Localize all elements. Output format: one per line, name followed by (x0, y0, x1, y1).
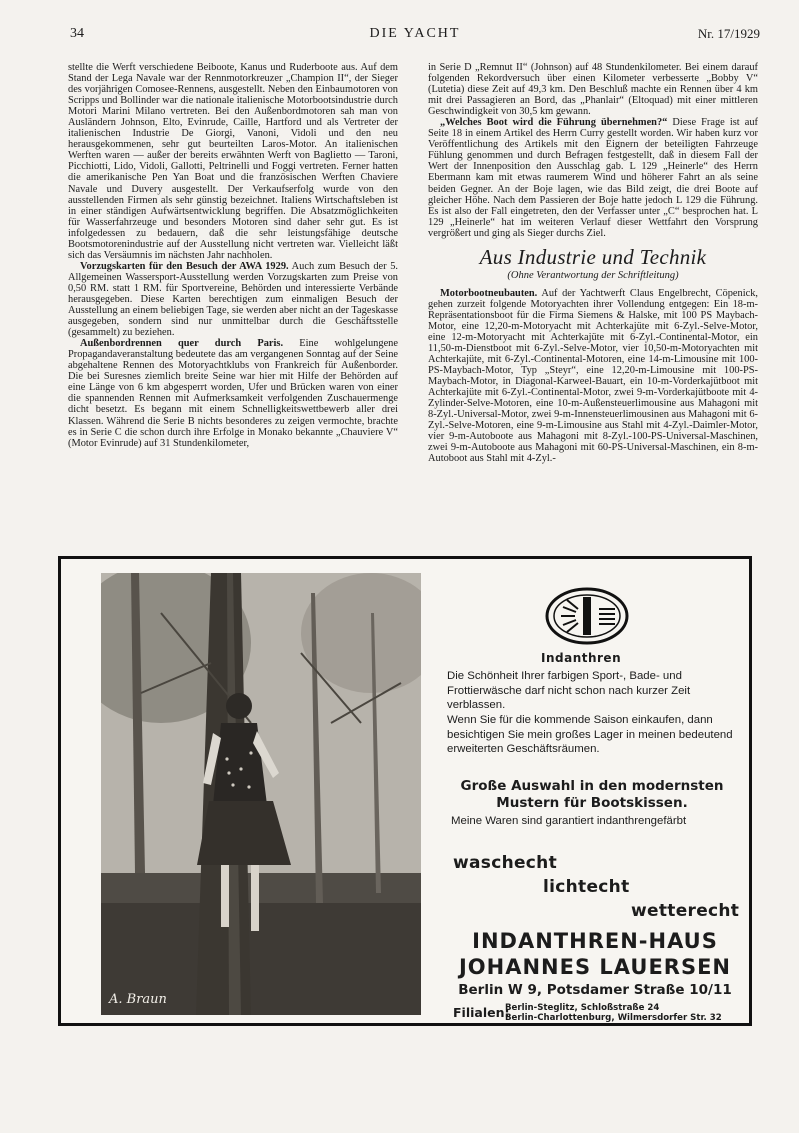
ad-guarantee: Meine Waren sind garantiert indanthrengefärbt (451, 815, 687, 827)
paragraph-race-results: in Serie D „Remnut II“ (Johnson) auf 48 Stundenkilometer. Bei einem darauf folgenden Rekordversuch über einen Kilometer verbesserte „Bobby V“ (Lutetia) diese Zeit auf 49,3 km. Den Beschluß machte ein Rennen über 4 km mit drei Passagieren an Bord, das „Phanlair“ (Eltoquad) mit einer mittleren Geschwindigkeit von 30,5 km gewann. (428, 62, 758, 118)
paragraph-title: Vorzugskarten für den Besuch der AWA 1929. (80, 260, 289, 272)
paragraph-which-boat (428, 117, 758, 239)
shop-name: INDANTHREN-HAUS (472, 929, 718, 953)
paragraph-body: Auf der Yachtwerft Claus Engelbrecht, Cöpenick, gehen zurzeit folgende Motoryachten ihrer Vollendung entgegen: Ein 18-m-Repräsentationsboot für die Firma Siemens & Halske, mit 100 PS Maybach-Motor, eine 12,20-m-Motoryacht mit Achterkajüte mit 6-Zyl.-Selve-Motor, eine 12-m-Motoryacht mit Achterkajüte mit 6-Zyl.-Continental-Motor, ein 11,50-m-Dienstboot mit 6-Zyl.-Selve-Motor, vier 10,50-m-Motoryachten mit Achterkajüte, mit 6-Zyl.-Continental-Motoren, eine 14-m-Limousine mit 100-PS-Maybach-Motor, Typ „Steyr“, eine 12,20-m-Limousine mit 100-PS-Maybach-Motor, in Diagonal-Karweel-Bauart, ein 10-m-Vorderkajütboot mit Achterkajüte mit 6-Zyl.-Continental-Motor, zwei 9-m-Vorderkajütboote mit 4-Zylinder-Selve-Motoren, eine 10-m-Außensteuerlimousine aus Mahagoni mit 8-Zyl.-Universal-Motor, zwei 9-m-Innensteuerlimousinen aus Mahagoni mit 6-Zyl.-Selve-Motoren, eine 9-m-Limousine aus Stahl mit 4-Zyl.-Daimler-Motor, vier 9-m-Autoboote aus Mahagoni mit 8-Zyl.-100-PS-Universal-Maschinen, zwei 9-m-Autoboote aus Mahagoni mit 60-PS-Universal-Maschinen, ein 8-m-Autoboot aus Stahl mit 4-Zyl.- (428, 287, 758, 465)
claim-weatherproof: wetterecht (631, 901, 740, 921)
paragraph-title: Außenbordrennen quer durch Paris. (80, 338, 284, 350)
section-heading: Aus Industrie und Technik (479, 244, 707, 269)
right-text-column (428, 62, 758, 546)
claim-washfast: waschecht (453, 853, 558, 873)
paragraph-title: „Welches Boot wird die Führung übernehmen?“ (440, 117, 668, 129)
paragraph-body: Auch zum Besuch der 5. Allgemeinen Wassersport-Ausstellung werden Vorzugskarten zum Preise von 0,50 RM. statt 1 RM. für Sportvereine, Behörden und interessierte Verbände herausgegeben. Diese Karten berechtigen zum einmaligen Besuch der Ausstellung an einem beliebigen Tage, sie werden aber nicht an der Tageskasse ausgegeben, sondern sind nur unmittelbar durch die Geschäftsstelle (gesammelt) zu beziehen. (68, 260, 398, 339)
branch-list (453, 1001, 743, 1023)
branch-address: Berlin-Steglitz, Schloßstraße 24 (505, 1003, 660, 1013)
ad-photograph (101, 573, 421, 1015)
paragraph-awa-tickets (68, 261, 398, 338)
section-subheading: (Ohne Verantwortung der Schriftleitung) (507, 269, 679, 281)
ad-paragraph-season: Wenn Sie für die kommende Saison einkaufen, dann besichtigen Sie mein großes Lager in meinen bedeutend erweiterten Geschäftsräumen. (447, 714, 733, 755)
branch-address: Berlin-Charlottenburg, Wilmersdorfer Str. 32 (505, 1013, 722, 1023)
ad-text-block (441, 573, 741, 1023)
branches-label: Filialen: (453, 1005, 510, 1020)
paragraph-body: Diese Frage ist auf Seite 18 in einem Artikel des Herrn Curry gestellt worden. Wir haben kurz vor Veröffentlichung des Artikels mit den Eignern der beteiligten Fahrzeuge Fühlung genommen und durch Befragen festgestellt, daß in diesem Fall der Wert der Innenposition den Ausschlag gab. L 129 „Heinerle“ des Herrn Ebermann kam mit etwas raumerem Wind und höherer Fahrt an als seine beiden Gegner. An der Boje lagen, wie das Bild zeigt, die drei Boote auf gleicher Höhe. Nach dem Passieren der Boje hatte jedoch L 129 die Führung. Es ist also der Fall eingetreten, den der Verfasser unter „C“ besprochen hat. L 129 „Heinerle“ hat im weiteren Verlauf dieser Wettfahrt den Vorsprung vergrößert und ging als Sieger durchs Ziel. (428, 117, 758, 239)
photo-signature: A. Braun (109, 992, 167, 1007)
issue-number: Nr. 17/1929 (697, 26, 760, 41)
photo-illustration (101, 573, 421, 1015)
running-head (70, 26, 760, 48)
shop-owner: JOHANNES LAUERSEN (458, 955, 732, 979)
ad-paragraph-beauty: Die Schönheit Ihrer farbigen Sport-, Bade- und Frottierwäsche darf nicht schon nach kurzer Zeit verblassen. (447, 670, 691, 711)
advertisement (58, 556, 752, 1026)
emphasis-line: Mustern für Bootskissen. (496, 795, 688, 811)
paragraph-exhibition: stellte die Werft verschiedene Beiboote, Kanus und Ruderboote aus. Auf dem Stand der Lega Navale war der Rennmotorkreuzer „Champion II“, der Sieger des vorjährigen Comosee-Rennens, ausgestellt. Neben den Einbaumotoren von Scripps und Bollinder war die nationale italienische Motorbootsindustrie durch Motori Marini Milano vertreten. Bei den Außenbordmotoren sah man von Ausländern Johnson, Elto, Evinrude, Caille, Hartford und als Vertreter der italienischen Industrie De Giorgi, Vanoni, Vidoli und den neu herausgekommenen, sehr gut beurteilten Laros-Motor. An italienischen Werften waren — außer der bereits erwähnten Werft von Baglietto — Taroni, Picchiotti, Lido, Vidoli, Gallotti, Peltrinelli und Foggi vertreten. Ferner hatten die amerikanische Pen Yan Boat und die französischen Werften Chaviere Navale und Duvery ausgestellt. Der Verkaufserfolg wurde von den ausstellenden Firmen als sehr günstig bezeichnet. Italiens Wirtschaftsleben ist in einer ständigen Aufwärtsentwicklung begriffen. Die Absatzmöglichkeiten für Wasserfahrzeuge und besonders Motoren sind daher sehr gut. Es ist infolgedessen zu bedauern, daß die sehr leistungsfähige deutsche Bootsmotorenindustrie auf der Ausstellung nicht vertreten war. Vielleicht läßt sich das Versäumnis im nächsten Jahr nachholen. (68, 62, 398, 261)
brand-name: Indanthren (541, 651, 622, 665)
paragraph-new-motorboats (428, 288, 758, 465)
left-text-column (68, 62, 398, 546)
journal-title: DIE YACHT (369, 26, 461, 41)
ad-emphasis (451, 778, 733, 812)
paragraph-body: Eine wohlgelungene Propagandaveranstaltung bedeutete das am vergangenen Sonntag auf der Seine abgehaltene Rennen des Motoryachtklubs von Frankreich für Außenborder. Die bei Suresnes ziemlich breite Seine war hier mit Hilfe der Behörden auf eine Länge von 6 km abgesperrt worden, Ufer und Brücken waren von einer die spannenden Rennen mit Aufmerksamkeit verfolgenden Zuschauermenge dicht besetzt. Es begann mit einem Schnelligkeitswettbewerb aller drei Klassen. Während die Serie B nichts besonderes zu zeigen vermochte, brachte es in Serie C die schon durch ihre Erfolge in Monako bekannte „Chauviere V“ (Motor Evinrude) auf 31 Stundenkilometer, (68, 338, 398, 449)
indanthren-logo-icon (545, 587, 629, 645)
paragraph-title: Motorbootneubauten. (440, 287, 538, 299)
shop-address: Berlin W 9, Potsdamer Straße 10/11 (458, 982, 732, 998)
emphasis-line: Große Auswahl in den modernsten (460, 778, 724, 794)
paragraph-paris-race (68, 338, 398, 448)
claim-lightfast: lichtecht (543, 877, 630, 897)
page-number: 34 (70, 26, 84, 41)
